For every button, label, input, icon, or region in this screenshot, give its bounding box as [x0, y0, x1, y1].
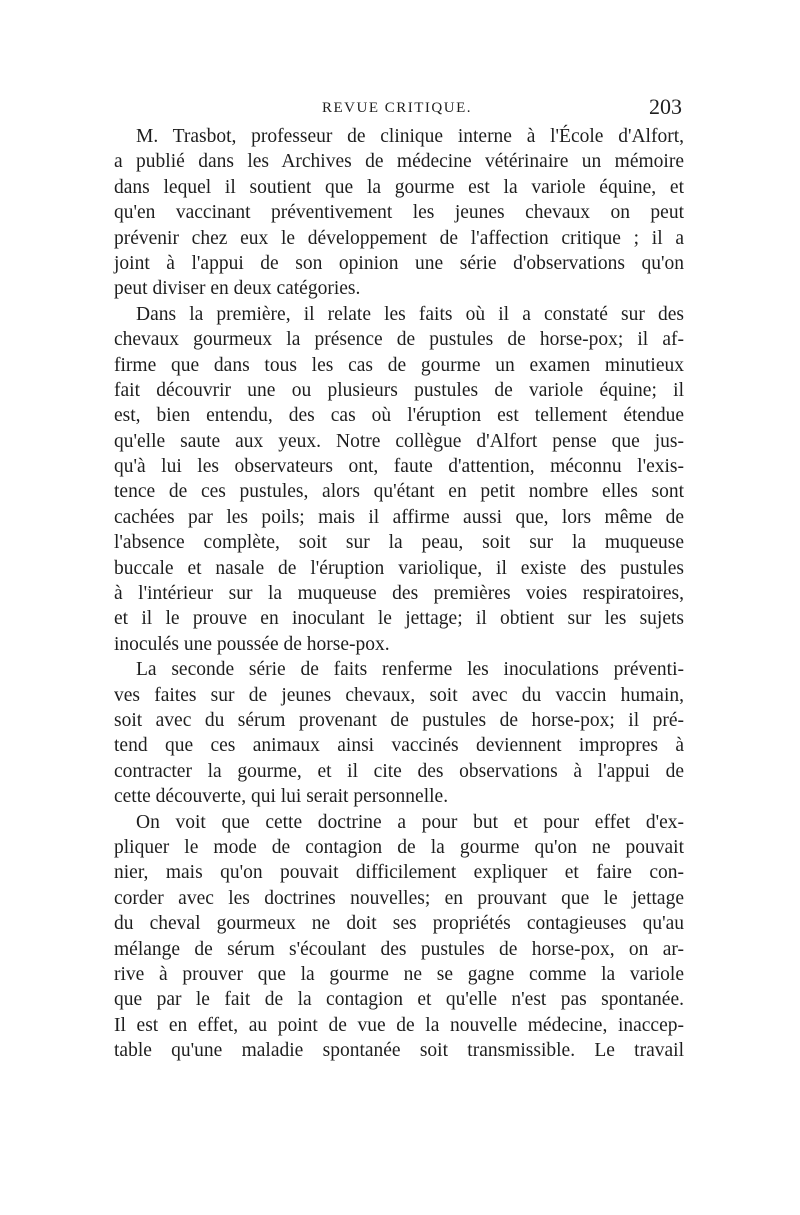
- body-text: [114, 124, 684, 1063]
- text-line: ves faites sur de jeunes chevaux, soit avec du vaccin humain,: [114, 684, 684, 706]
- text-line: dans lequel il soutient que la gourme est la variole équine, et: [114, 176, 684, 198]
- text-line: qu'elle saute aux yeux. Notre collègue d'Alfort pense que jus-: [114, 430, 684, 452]
- text-line: La seconde série de faits renferme les inoculations préventi-: [136, 659, 684, 681]
- text-line: du cheval gourmeux ne doit ses propriétés contagieuses qu'au: [114, 913, 684, 935]
- text-line: chevaux gourmeux la présence de pustules de horse-pox; il af-: [114, 329, 684, 351]
- text-line: peut diviser en deux catégories.: [114, 278, 361, 300]
- text-line: rive à prouver que la gourme ne se gagne comme la variole: [114, 963, 684, 985]
- text-line: M. Trasbot, professeur de clinique interne à l'École d'Alfort,: [136, 126, 684, 147]
- text-line: est, bien entendu, des cas où l'éruption est tellement étendue: [114, 405, 684, 427]
- text-line: qu'à lui les observateurs ont, faute d'attention, méconnu l'exis-: [114, 456, 684, 478]
- running-head: REVUE CRITIQUE.: [322, 100, 472, 116]
- text-line: l'absence complète, soit sur la peau, soit sur la muqueuse: [114, 532, 684, 554]
- text-line: inoculés une poussée de horse-pox.: [114, 633, 390, 655]
- text-line: tend que ces animaux ainsi vaccinés deviennent impropres à: [114, 735, 684, 757]
- text-line: joint à l'appui de son opinion une série d'observations qu'on: [114, 252, 684, 274]
- text-line: corder avec les doctrines nouvelles; en prouvant que le jettage: [114, 887, 684, 909]
- text-line: a publié dans les Archives de médecine vétérinaire un mémoire: [114, 151, 684, 173]
- text-line: pliquer le mode de contagion de la gourme qu'on ne pouvait: [114, 836, 684, 858]
- text-line: contracter la gourme, et il cite des observations à l'appui de: [114, 760, 684, 782]
- text-line: prévenir chez eux le développement de l'affection critique ; il a: [114, 227, 684, 249]
- text-line: soit avec du sérum provenant de pustules de horse-pox; il pré-: [114, 709, 684, 731]
- text-line: à l'intérieur sur la muqueuse des premières voies respiratoires,: [114, 583, 684, 605]
- text-line: cachées par les poils; mais il affirme aussi que, lors même de: [114, 506, 684, 528]
- text-line: On voit que cette doctrine a pour but et pour effet d'ex-: [136, 811, 684, 833]
- page-header: [112, 94, 682, 124]
- text-line: cette découverte, qui lui serait personnelle.: [114, 786, 449, 808]
- text-line: nier, mais qu'on pouvait difficilement expliquer et faire con-: [114, 862, 684, 884]
- text-line: qu'en vaccinant préventivement les jeunes chevaux on peut: [114, 202, 684, 224]
- page-number: 203: [649, 94, 682, 119]
- text-line: fait découvrir une ou plusieurs pustules de variole équine; il: [114, 379, 684, 401]
- text-line: que par le fait de la contagion et qu'elle n'est pas spontanée.: [114, 989, 684, 1011]
- text-line: buccale et nasale de l'éruption variolique, il existe des pustules: [114, 557, 684, 579]
- text-line: Il est en effet, au point de vue de la nouvelle médecine, inaccep-: [114, 1014, 684, 1036]
- text-line: tence de ces pustules, alors qu'étant en petit nombre elles sont: [114, 481, 684, 503]
- text-line: et il le prouve en inoculant le jettage; il obtient sur les sujets: [114, 608, 684, 630]
- text-line: Dans la première, il relate les faits où il a constaté sur des: [136, 303, 684, 325]
- text-line: mélange de sérum s'écoulant des pustules de horse-pox, on ar-: [114, 938, 684, 960]
- text-line: table qu'une maladie spontanée soit transmissible. Le travail: [114, 1040, 684, 1062]
- text-line: firme que dans tous les cas de gourme un examen minutieux: [114, 354, 684, 376]
